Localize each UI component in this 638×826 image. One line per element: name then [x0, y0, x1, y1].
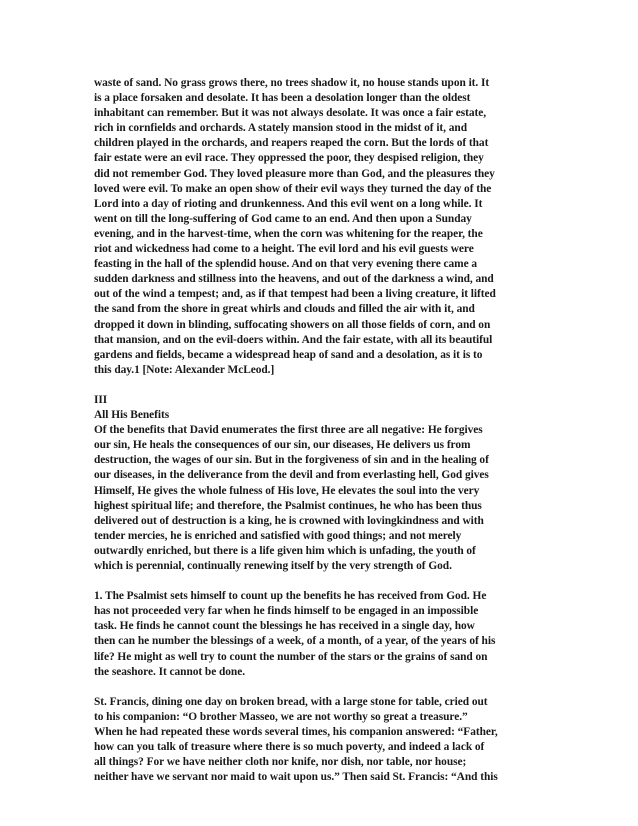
text-line: then can he number the blessings of a week, of a month, of a year, of the years of his: [94, 635, 496, 648]
section-number: III: [94, 393, 108, 406]
text-line: St. Francis, dining one day on broken bread, with a large stone for table, cried out: [94, 695, 488, 708]
text-line: When he had repeated these words several times, his companion answered: “Father,: [94, 726, 498, 739]
text-line: destruction, the wages of our sin. But in the forgiveness of sin and in the healing of: [94, 454, 489, 467]
text-line: feasting in the hall of the splendid house. And on that very evening there came a: [94, 258, 478, 271]
text-line: sudden darkness and stillness into the heavens, and out of the darkness a wind, and: [94, 273, 494, 286]
text-line: the seashore. It cannot be done.: [94, 665, 246, 678]
paragraph-st-francis: [94, 695, 554, 786]
text-line: riot and wickedness had come to a height. The evil lord and his evil guests were: [94, 243, 474, 256]
section-heading: All His Benefits: [94, 409, 170, 422]
text-line: evening, and in the harvest-time, when the corn was whitening for the reaper, the: [94, 227, 483, 240]
paragraph-spacer: [94, 680, 554, 695]
text-line: that mansion, and on the evil-doers within. And the fair estate, with all its beautiful: [94, 333, 493, 346]
text-line: neither have we servant nor maid to wait upon us.” Then said St. Francis: “And this: [94, 771, 498, 784]
paragraph-spacer: [94, 378, 554, 393]
document-body: [94, 76, 554, 785]
text-line: tender mercies, he is enriched and satisfied with good things; and not merely: [94, 529, 462, 542]
text-line: to his companion: “O brother Masseo, we are not worthy so great a treasure.”: [94, 710, 468, 723]
text-line: 1. The Psalmist sets himself to count up the benefits he has received from God. He: [94, 590, 487, 603]
text-line: is a place forsaken and desolate. It has been a desolation longer than the oldest: [94, 92, 471, 105]
paragraph-desolate-estate: [94, 76, 554, 378]
paragraph-all-his-benefits: [94, 393, 554, 574]
text-line: Lord into a day of rioting and drunkenness. And this evil went on a long while. It: [94, 197, 483, 210]
paragraph-count-benefits: [94, 589, 554, 680]
text-line: children played in the orchards, and reapers reaped the corn. But the lords of that: [94, 137, 489, 150]
text-line: has not proceeded very far when he finds himself to be engaged in an impossible: [94, 605, 479, 618]
text-line: our sin, He heals the consequences of our sin, our diseases, He delivers us from: [94, 439, 471, 452]
text-line: highest spiritual life; and therefore, the Psalmist continues, he who has been thus: [94, 499, 482, 512]
text-line: the sand from the shore in great whirls and clouds and filled the air with it, and: [94, 303, 475, 316]
text-line: this day.1 [Note: Alexander McLeod.]: [94, 363, 275, 376]
text-line: loved were evil. To make an open show of their evil ways they turned the day of the: [94, 182, 492, 195]
text-line: our diseases, in the deliverance from the devil and from everlasting hell, God gives: [94, 469, 489, 482]
text-line: task. He finds he cannot count the blessings he has received in a single day, how: [94, 620, 475, 633]
text-line: waste of sand. No grass grows there, no trees shadow it, no house stands upon it. It: [94, 77, 490, 89]
text-line: rich in cornfields and orchards. A stately mansion stood in the midst of it, and: [94, 122, 467, 135]
text-line: which is perennial, continually renewing itself by the very strength of God.: [94, 560, 452, 572]
text-line: Himself, He gives the whole fulness of His love, He elevates the soul into the very: [94, 484, 480, 497]
text-line: delivered out of destruction is a king, he is crowned with lovingkindness and with: [94, 514, 484, 527]
text-line: how can you talk of treasure where there is so much poverty, and indeed a lack of: [94, 741, 485, 754]
text-line: outwardly enriched, but there is a life given him which is unfading, the youth of: [94, 544, 476, 557]
text-line: did not remember God. They loved pleasure more than God, and the pleasures they: [94, 167, 495, 180]
text-line: dropped it down in blinding, suffocating showers on all those fields of corn, and on: [94, 318, 491, 331]
text-line: gardens and fields, became a widespread heap of sand and a desolation, as it is to: [94, 348, 483, 361]
paragraph-spacer: [94, 574, 554, 589]
text-line: went on till the long-suffering of God came to an end. And then upon a Sunday: [94, 212, 472, 225]
text-line: fair estate were an evil race. They oppressed the poor, they despised religion, they: [94, 152, 484, 165]
text-line: life? He might as well try to count the number of the stars or the grains of sand on: [94, 650, 488, 663]
text-line: out of the wind a tempest; and, as if that tempest had been a living creature, it lifted: [94, 288, 496, 301]
text-line: inhabitant can remember. But it was not always desolate. It was once a fair estate,: [94, 107, 487, 120]
text-line: all things? For we have neither cloth nor knife, nor dish, nor table, nor house;: [94, 756, 467, 769]
text-line: Of the benefits that David enumerates the first three are all negative: He forgives: [94, 424, 483, 437]
